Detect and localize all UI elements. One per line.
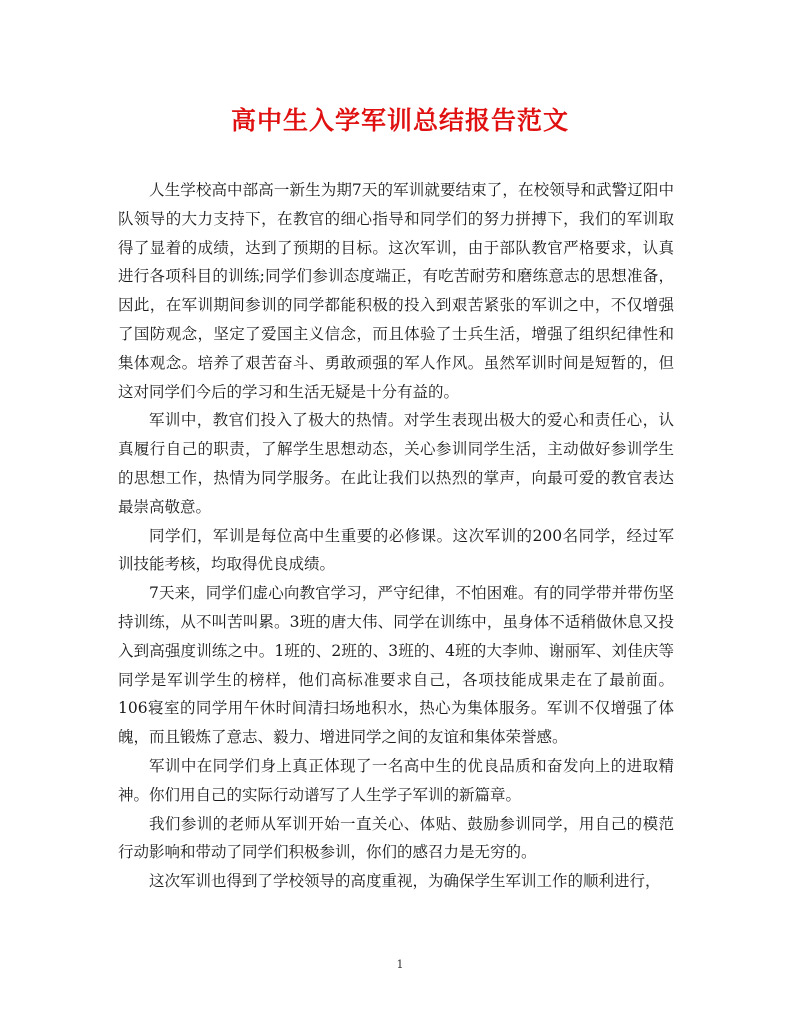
paragraph-4: 7天来，同学们虚心向教官学习，严守纪律，不怕困难。有的同学带并带伤坚持训练，从不叫苦叫累。3班的唐大伟、同学在训练中，虽身体不适稍做休息又投入到高强度训练之中。1班的、2班的、3班的、4班的大李帅、谢丽军、刘佳庆等同学是军训学生的榜样，他们高标准要求自己，各项技能成果走在了最前面。106寝室的同学用午休时间清扫场地积水，热心为集体服务。军训不仅增强了体魄，而且锻炼了意志、毅力、增进同学之间的友谊和集体荣誉感。 [118, 584, 674, 747]
document-body [118, 176, 674, 896]
paragraph-2: 军训中，教官们投入了极大的热情。对学生表现出极大的爱心和责任心，认真履行自己的职责，了解学生思想动态，关心参训同学生活，主动做好参训学生的思想工作，热情为同学服务。在此让我们以热烈的掌声，向最可爱的教官表达最崇高敬意。 [118, 411, 674, 516]
paragraph-5: 军训中在同学们身上真正体现了一名高中生的优良品质和奋发向上的进取精神。你们用自己的实际行动谱写了人生学子军训的新篇章。 [118, 756, 674, 804]
paragraph-1: 人生学校高中部高一新生为期7天的军训就要结束了，在校领导和武警辽阳中队领导的大力支持下，在教官的细心指导和同学们的努力拼搏下，我们的军训取得了显着的成绩，达到了预期的目标。这次军训，由于部队教官严格要求，认真进行各项科目的训练;同学们参训态度端正，有吃苦耐劳和磨练意志的思想准备，因此，在军训期间参训的同学都能积极的投入到艰苦紧张的军训之中，不仅增强了国防观念，坚定了爱国主义信念，而且体验了士兵生活，增强了组织纪律性和集体观念。培养了艰苦奋斗、勇敢顽强的军人作风。虽然军训时间是短暂的，但这对同学们今后的学习和生活无疑是十分有益的。 [118, 181, 674, 401]
paragraph-6: 我们参训的老师从军训开始一直关心、体贴、鼓励参训同学，用自己的模范行动影响和带动了同学们积极参训，你们的感召力是无穷的。 [118, 814, 674, 862]
paragraph-3: 同学们，军训是每位高中生重要的必修课。这次军训的200名同学，经过军训技能考核，均取得优良成绩。 [118, 526, 674, 574]
page-number: 1 [396, 958, 404, 971]
document-title: 高中生入学军训总结报告范文 [230, 106, 569, 135]
paragraph-7: 这次军训也得到了学校领导的高度重视，为确保学生军训工作的顺利进行， [149, 872, 661, 891]
